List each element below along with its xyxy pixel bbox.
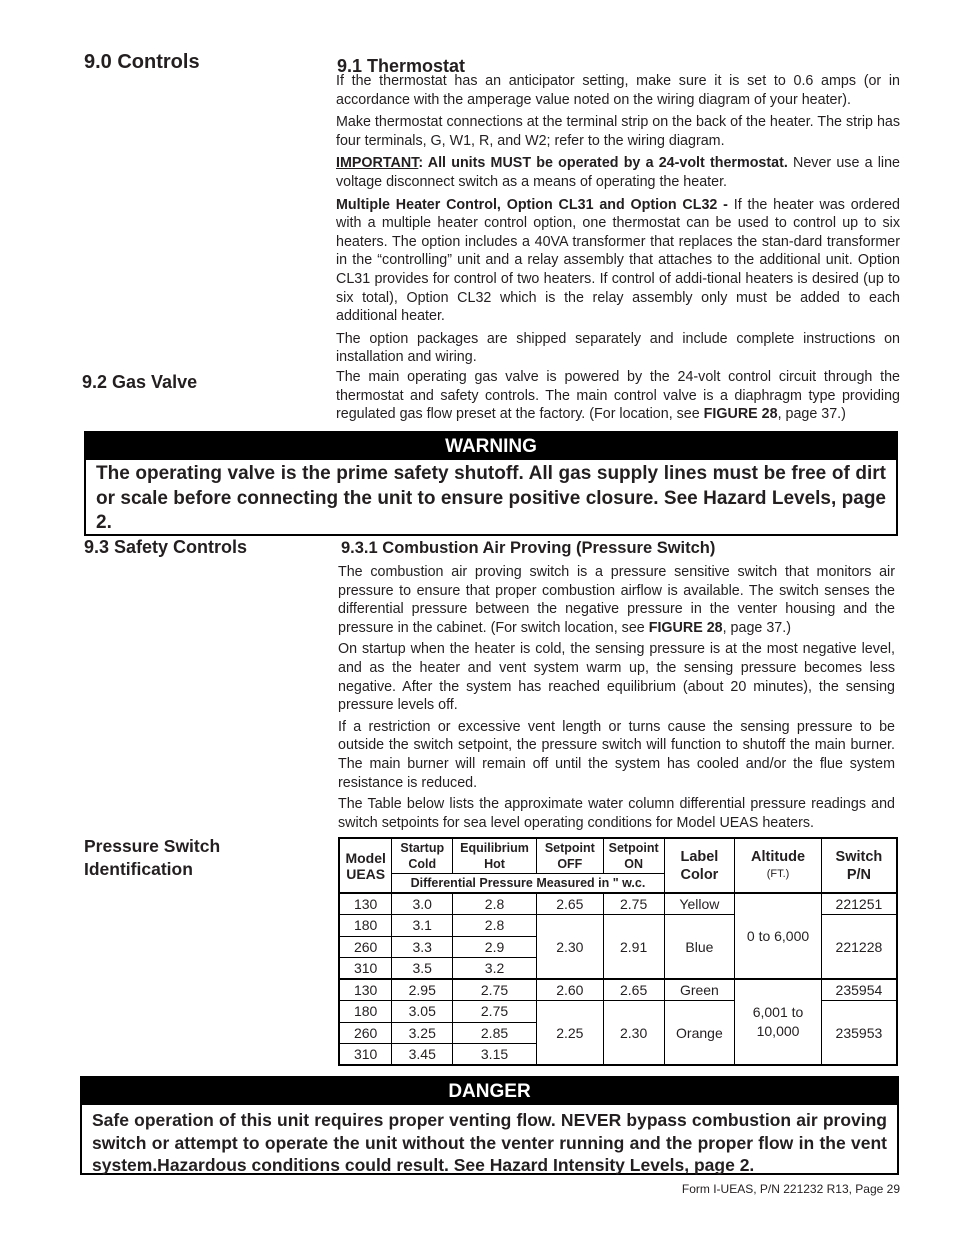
cell-label-color: Yellow <box>664 893 735 915</box>
multiple-heater-rest-text: If the heater was ordered with a multiple heater control option, one thermostat can be used to control up to six heaters. The option includes a 40VA transformer that replaces the stan-dard transformer in the “controlling” unit and a relay assembly that attaches to the additional unit. Option CL31 provides for control of two heaters. If control of addi-tional heaters is desired (up to six total), Option CL32 which is the relay assembly only must be added to each additional heater. <box>336 196 900 325</box>
cell-model: 260 <box>339 1022 392 1044</box>
cell-model: 180 <box>339 1001 392 1023</box>
cell-setpoint-off: 2.60 <box>536 979 603 1001</box>
cell-setpoint-off: 2.30 <box>536 915 603 980</box>
pressure-switch-id-line2: Identification <box>84 859 193 879</box>
gas-valve-figure-ref: FIGURE 28 <box>703 406 778 423</box>
cell-switch-pn: 235953 <box>821 1001 897 1066</box>
cell-startup: 3.05 <box>392 1001 453 1023</box>
header-switch-pn: Switch P/N <box>821 838 897 893</box>
combustion-air-figure-ref: FIGURE 28 <box>648 619 723 636</box>
danger-text: Safe operation of this unit requires proper venting flow. NEVER bypass combustion air proving switch or attempt to operate the unit without the venter running and the proper flow in the vent system.Hazardous conditions could result. See Hazard Intensity Levels, page 2. <box>92 1110 887 1175</box>
cell-model: 130 <box>339 893 392 915</box>
page-footer: Form I-UEAS, P/N 221232 R13, Page 29 <box>681 1182 900 1196</box>
combustion-air-paragraph-4: The Table below lists the approximate water column differential pressure readings and switch setpoints for sea level operating conditions for Model UEAS heaters. <box>338 796 895 831</box>
section-heading-controls: 9.0 Controls <box>84 51 200 73</box>
important-bold-text: : All units MUST be operated by a 24-volt thermostat. <box>418 155 788 172</box>
cell-equilibrium: 3.2 <box>453 958 537 980</box>
cell-equilibrium: 3.15 <box>453 1044 537 1066</box>
cell-altitude: 6,001 to 10,000 <box>735 979 822 1065</box>
danger-label: DANGER <box>82 1078 897 1105</box>
combustion-air-paragraph-3: If a restriction or excessive vent length or turns cause the sensing pressure to be outside the switch setpoint, the pressure switch will function to shutoff the main burner. The main burner will remain off until the system has cooled and/or the flue system resistance is reduced. <box>338 718 895 791</box>
header-label-color: Label Color <box>664 838 735 893</box>
section-heading-gas-valve: 9.2 Gas Valve <box>82 372 198 392</box>
cell-altitude: 0 to 6,000 <box>735 893 822 979</box>
cell-setpoint-off: 2.25 <box>536 1001 603 1066</box>
cell-setpoint-on: 2.75 <box>603 893 664 915</box>
thermostat-body <box>336 72 900 367</box>
cell-label-color: Green <box>664 979 735 1001</box>
combustion-air-text-a: The combustion air proving switch is a pressure sensitive switch that monitors air pressure to ensure that proper combustion airflow is available. The switch senses the differential pressure between the negative pressure in the venter housing and the pressure in the cabinet. (For switch location, see <box>338 564 895 636</box>
combustion-air-paragraph-1 <box>338 563 895 637</box>
cell-equilibrium: 2.85 <box>453 1022 537 1044</box>
gas-valve-body <box>336 368 900 424</box>
cell-switch-pn: 221251 <box>821 893 897 915</box>
section-heading-safety-controls: 9.3 Safety Controls <box>84 537 248 557</box>
cell-equilibrium: 2.8 <box>453 915 537 937</box>
header-altitude: Altitude (FT.) <box>735 838 822 893</box>
cell-setpoint-on: 2.65 <box>603 979 664 1001</box>
pressure-switch-id-line1: Pressure Switch <box>84 836 221 856</box>
header-differential-pressure: Differential Pressure Measured in " w.c. <box>392 873 664 893</box>
table-row <box>339 979 897 1001</box>
thermostat-paragraph-important <box>336 154 900 191</box>
combustion-air-body <box>338 563 895 832</box>
important-label: IMPORTANT <box>336 155 419 172</box>
thermostat-heading: 9.1 Thermostat <box>337 56 466 76</box>
section-heading-pressure-switch-id <box>84 835 220 881</box>
cell-equilibrium: 2.9 <box>453 936 537 958</box>
cell-setpoint-on: 2.91 <box>603 915 664 980</box>
thermostat-paragraph-multiple-heater <box>336 196 900 326</box>
cell-equilibrium: 2.75 <box>453 1001 537 1023</box>
cell-startup: 3.25 <box>392 1022 453 1044</box>
header-startup: Startup Cold <box>392 838 453 873</box>
table-row <box>339 893 897 915</box>
header-model: Model UEAS <box>339 838 392 893</box>
pressure-switch-table <box>338 837 898 1066</box>
cell-startup: 3.1 <box>392 915 453 937</box>
cell-model: 130 <box>339 979 392 1001</box>
cell-label-color: Orange <box>664 1001 735 1066</box>
combustion-air-paragraph-2: On startup when the heater is cold, the sensing pressure is at the most negative level, and as the heater and vent system warm up, the sensing pressure becomes less negative. After the system has reached equilibrium (about 20 minutes), the sensing pressure levels off. <box>338 641 895 714</box>
warning-box <box>84 431 898 536</box>
header-setpoint-on: Setpoint ON <box>603 838 664 873</box>
cell-setpoint-on: 2.30 <box>603 1001 664 1066</box>
cell-model: 260 <box>339 936 392 958</box>
gas-valve-text-a: The main operating gas valve is powered by the 24-volt control circuit through the thermostat and safety controls. The main control valve is a diaphragm type providing regulated gas flow preset at the factory. (For location, see <box>336 369 900 423</box>
cell-model: 180 <box>339 915 392 937</box>
header-setpoint-off: Setpoint OFF <box>536 838 603 873</box>
cell-startup: 3.45 <box>392 1044 453 1066</box>
combustion-air-heading: 9.3.1 Combustion Air Proving (Pressure Switch) <box>341 539 716 557</box>
cell-equilibrium: 2.8 <box>453 893 537 915</box>
cell-switch-pn: 221228 <box>821 915 897 980</box>
thermostat-paragraph-2: Make thermostat connections at the terminal strip on the back of the heater. The strip has four terminals, G, W1, R, and W2; refer to the wiring diagram. <box>336 114 900 149</box>
multiple-heater-bold-text: Multiple Heater Control, Option CL31 and Option CL32 - <box>336 196 734 213</box>
cell-model: 310 <box>339 958 392 980</box>
combustion-air-text-b: , page 37.) <box>722 619 791 636</box>
cell-equilibrium: 2.75 <box>453 979 537 1001</box>
cell-label-color: Blue <box>664 915 735 980</box>
cell-startup: 2.95 <box>392 979 453 1001</box>
table-header-row-1 <box>339 838 897 873</box>
important-rest-text: Never use a line voltage disconnect switch as a means of operating the heater. <box>336 155 900 190</box>
cell-model: 310 <box>339 1044 392 1066</box>
cell-startup: 3.5 <box>392 958 453 980</box>
header-equilibrium: Equilibrium Hot <box>453 838 537 873</box>
cell-switch-pn: 235954 <box>821 979 897 1001</box>
gas-valve-paragraph <box>336 368 900 424</box>
cell-startup: 3.3 <box>392 936 453 958</box>
thermostat-paragraph-1: If the thermostat has an anticipator setting, make sure it is set to 0.6 amps (or in accordance with the amperage value noted on the wiring diagram of your heater). <box>336 73 900 108</box>
cell-setpoint-off: 2.65 <box>536 893 603 915</box>
thermostat-paragraph-5: The option packages are shipped separately and include complete instructions on installation and wiring. <box>336 330 900 366</box>
warning-label: WARNING <box>86 433 896 460</box>
warning-text: The operating valve is the prime safety shutoff. All gas supply lines must be free of dirt or scale before connecting the unit to ensure positive closure. See Hazard Levels, page 2. <box>96 463 886 533</box>
danger-box <box>80 1076 899 1175</box>
gas-valve-text-b: , page 37.) <box>777 406 846 423</box>
cell-startup: 3.0 <box>392 893 453 915</box>
